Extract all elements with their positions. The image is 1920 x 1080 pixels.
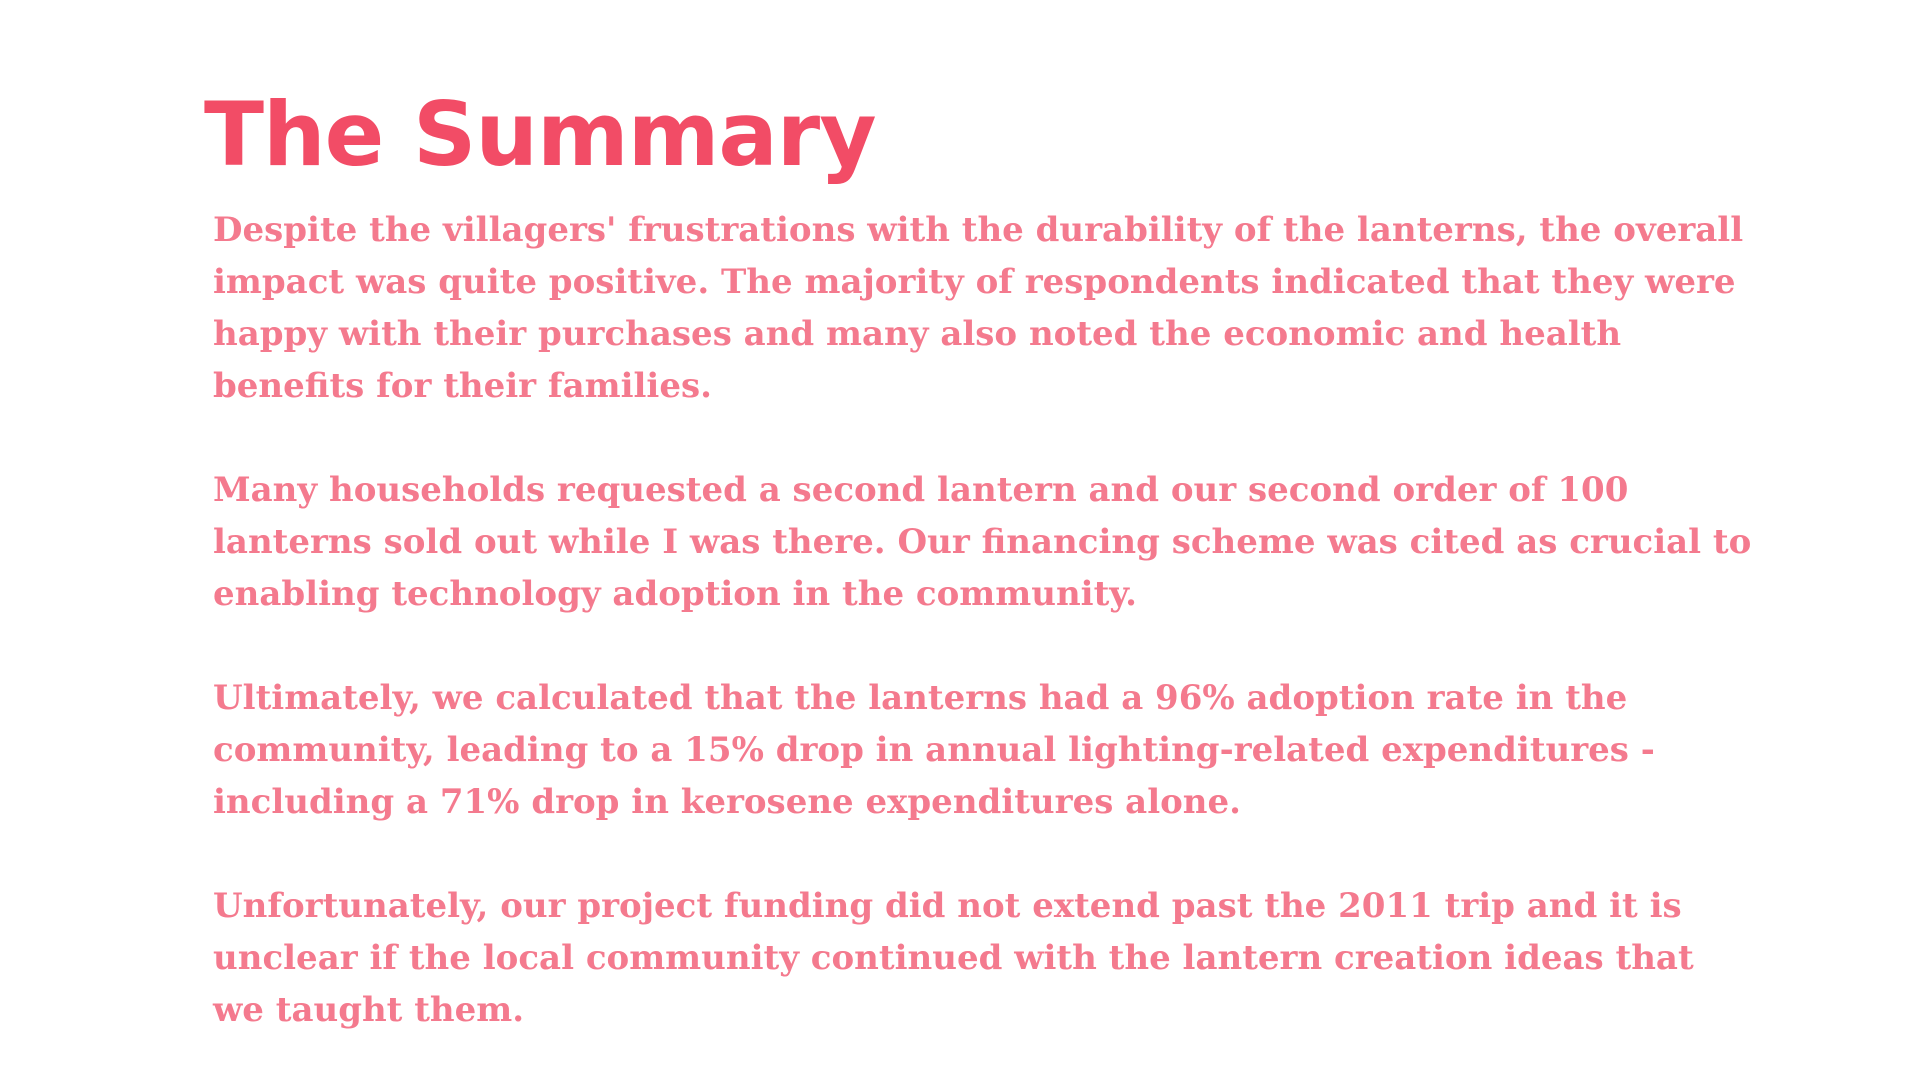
paragraph-1: Despite the villagers' frustrations with the durability of the lanterns, the overall impact was quite positive. The majority of respondents indicated that they were happy with their purchases and many also noted the economic and health benefits for their families.	[213, 210, 1744, 406]
paragraph-4: Unfortunately, our project funding did not extend past the 2011 trip and it is unclear if the local community continued with the lantern creation ideas that we taught them.	[213, 886, 1694, 1030]
paragraph-3: Ultimately, we calculated that the lanterns had a 96% adoption rate in the community, leading to a 15% drop in annual lighting-related expenditures - including a 71% drop in kerosene expenditures alone.	[213, 678, 1655, 822]
paragraph-2: Many households requested a second lantern and our second order of 100 lanterns sold out while I was there. Our financing scheme was cited as crucial to enabling technology adoption in the community.	[213, 470, 1752, 614]
page-title: The Summary	[204, 83, 876, 186]
summary-body	[213, 204, 1753, 1080]
